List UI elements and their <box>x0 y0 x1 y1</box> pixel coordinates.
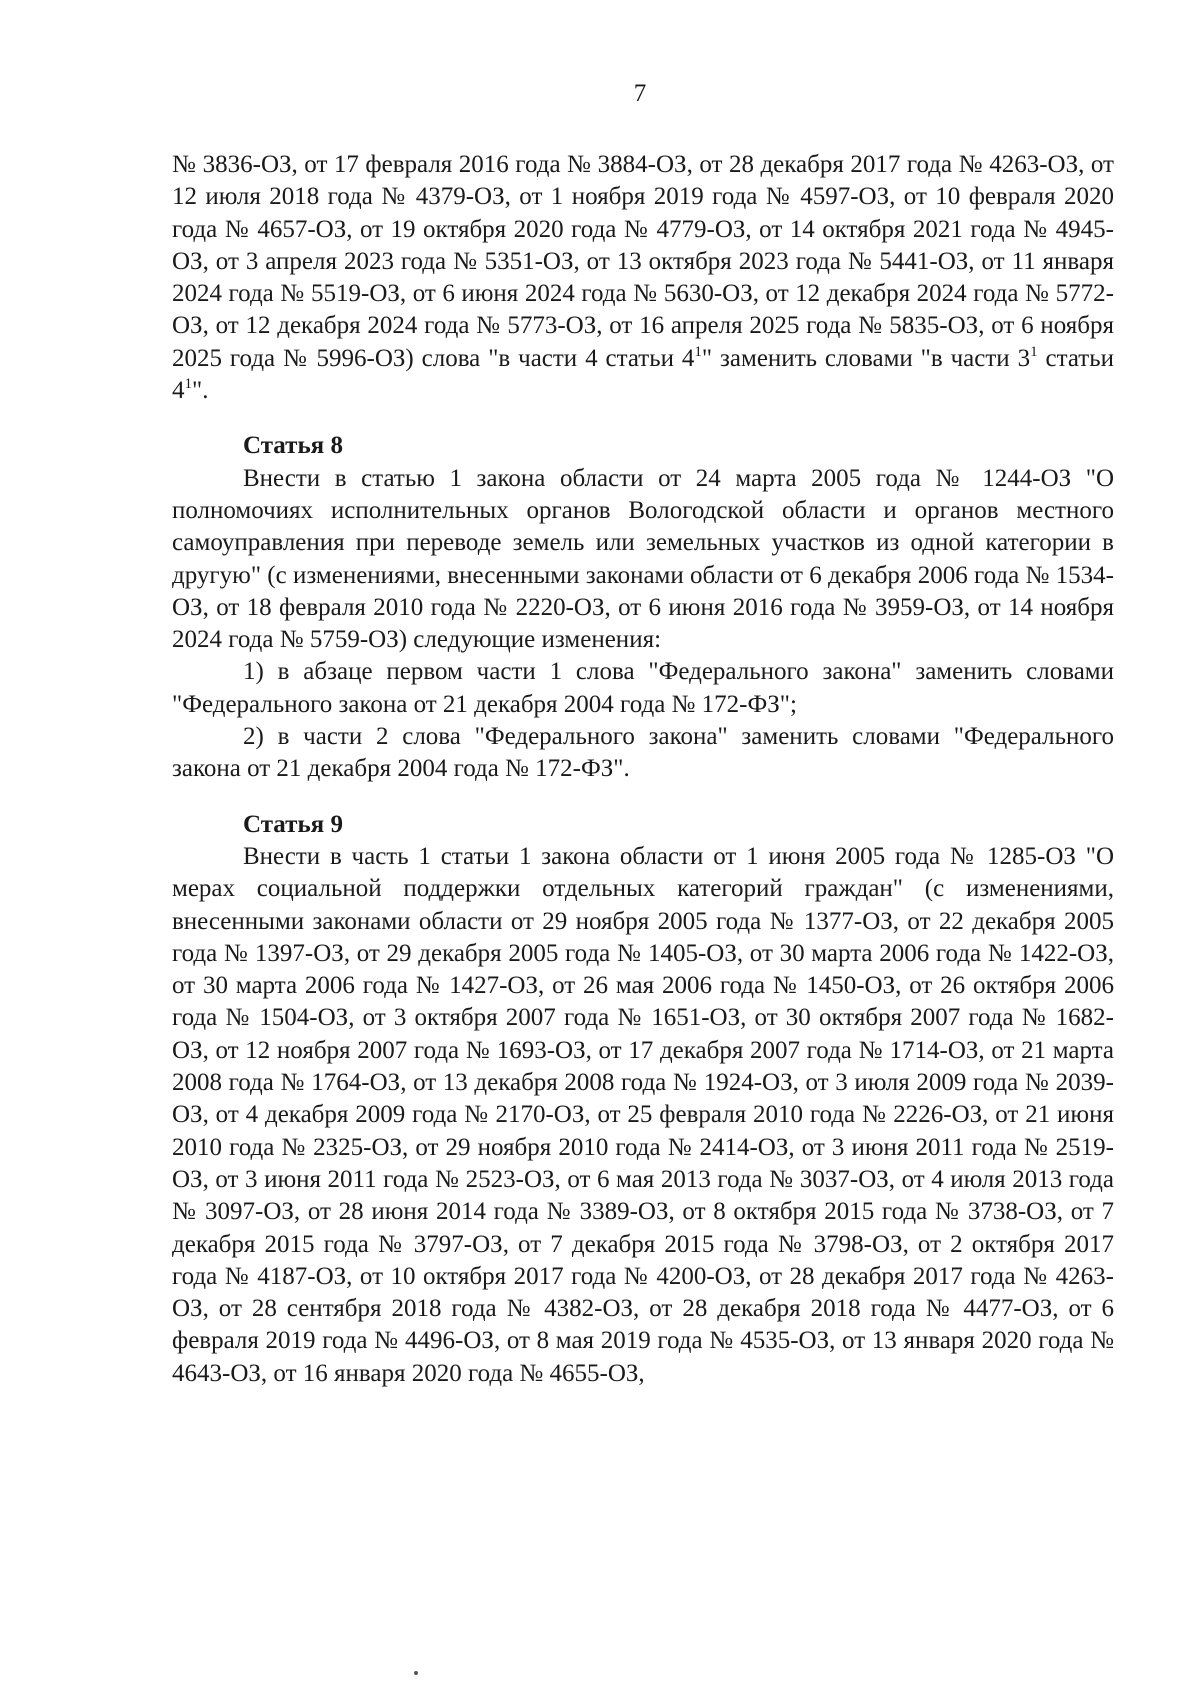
article-item: 1) в абзаце первом части 1 слова "Федерального закона" заменить словами "Федерального закона от 21 декабря 2004 года № 172-ФЗ"; <box>172 658 1114 718</box>
article-9 <box>172 809 1114 1390</box>
superscript: 1 <box>184 376 192 393</box>
continuation-paragraph <box>172 149 1114 407</box>
article-intro: Внести в часть 1 статьи 1 закона области от 1 июня 2005 года № 1285-ОЗ "О мерах социальной поддержки отдельных категорий граждан" (с изменениями, внесенными законами области от 29 ноября 2005 года № 1377-ОЗ, от 22 декабря 2005 года № 1397-ОЗ, от 29 декабря 2005 года № 1405-ОЗ, от 30 марта 2006 года № 1422-ОЗ, от 30 марта 2006 года № 1427-ОЗ, от 26 мая 2006 года № 1450-ОЗ, от 26 октября 2006 года № 1504-ОЗ, от 3 октября 2007 года № 1651-ОЗ, от 30 октября 2007 года № 1682-ОЗ, от 12 ноября 2007 года № 1693-ОЗ, от 17 декабря 2007 года № 1714-ОЗ, от 21 марта 2008 года № 1764-ОЗ, от 13 декабря 2008 года № 1924-ОЗ, от 3 июля 2009 года № 2039-ОЗ, от 4 декабря 2009 года № 2170-ОЗ, от 25 февраля 2010 года № 2226-ОЗ, от 21 июня 2010 года № 2325-ОЗ, от 29 ноября 2010 года № 2414-ОЗ, от 3 июня 2011 года № 2519-ОЗ, от 3 июня 2011 года № 2523-ОЗ, от 6 мая 2013 года № 3037-ОЗ, от 4 июля 2013 года № 3097-ОЗ, от 28 июня 2014 года № 3389-ОЗ, от 8 октября 2015 года № 3738-ОЗ, от 7 декабря 2015 года № 3797-ОЗ, от 7 декабря 2015 года № 3798-ОЗ, от 2 октября 2017 года № 4187-ОЗ, от 10 октября 2017 года № 4200-ОЗ, от 28 декабря 2017 года № 4263-ОЗ, от 28 сентября 2018 года № 4382-ОЗ, от 28 декабря 2018 года № 4477-ОЗ, от 6 февраля 2019 года № 4496-ОЗ, от 8 мая 2019 года № 4535-ОЗ, от 13 января 2020 года № 4643-ОЗ, от 16 января 2020 года № 4655-ОЗ, <box>172 842 1114 1387</box>
article-8 <box>172 430 1114 785</box>
article-heading: Статья 9 <box>243 810 343 838</box>
article-item: 2) в части 2 слова "Федерального закона" заменить словами "Федерального закона от 21 декабря 2004 года № 172-ФЗ". <box>172 723 1114 783</box>
article-heading: Статья 8 <box>243 432 343 460</box>
scan-mark <box>414 1671 418 1675</box>
page-number: 7 <box>633 80 647 107</box>
continuation-text: статьи 4 <box>172 344 1115 405</box>
continuation-text: № 3836-ОЗ, от 17 февраля 2016 года № 3884-ОЗ, от 28 декабря 2017 года № 4263-ОЗ, от 12 июля 2018 года № 4379-ОЗ, от 1 ноября 2019 года № 4597-ОЗ, от 10 февраля 2020 года № 4657-ОЗ, от 19 октября 2020 года № 4779-ОЗ, от 14 октября 2021 года № 4945-ОЗ, от 3 апреля 2023 года № 5351-ОЗ, от 13 октября 2023 года № 5441-ОЗ, от 11 января 2024 года № 5519-ОЗ, от 6 июня 2024 года № 5630-ОЗ, от 12 декабря 2024 года № 5772-ОЗ, от 12 декабря 2024 года № 5773-ОЗ, от 16 апреля 2025 года № 5835-ОЗ, от 6 ноября 2025 года № 5996-ОЗ) слова "в части 4 статьи 4 <box>172 151 1114 372</box>
continuation-text: " заменить словами "в части 3 <box>701 344 1031 372</box>
superscript: 1 <box>1030 343 1038 360</box>
article-intro: Внести в статью 1 закона области от 24 марта 2005 года № 1244-ОЗ "О полномочиях исполнительных органов Вологодской области и органов местного самоуправления при переводе земель или земельных участков из одной категории в другую" (с изменениями, внесенными законами области от 6 декабря 2006 года № 1534-ОЗ, от 18 февраля 2010 года № 2220-ОЗ, от 6 июня 2016 года № 3959-ОЗ, от 14 ноября 2024 года № 5759-ОЗ) следующие изменения: <box>172 464 1114 654</box>
continuation-text: ". <box>192 377 209 405</box>
document-body <box>172 149 1114 1390</box>
superscript: 1 <box>694 343 702 360</box>
